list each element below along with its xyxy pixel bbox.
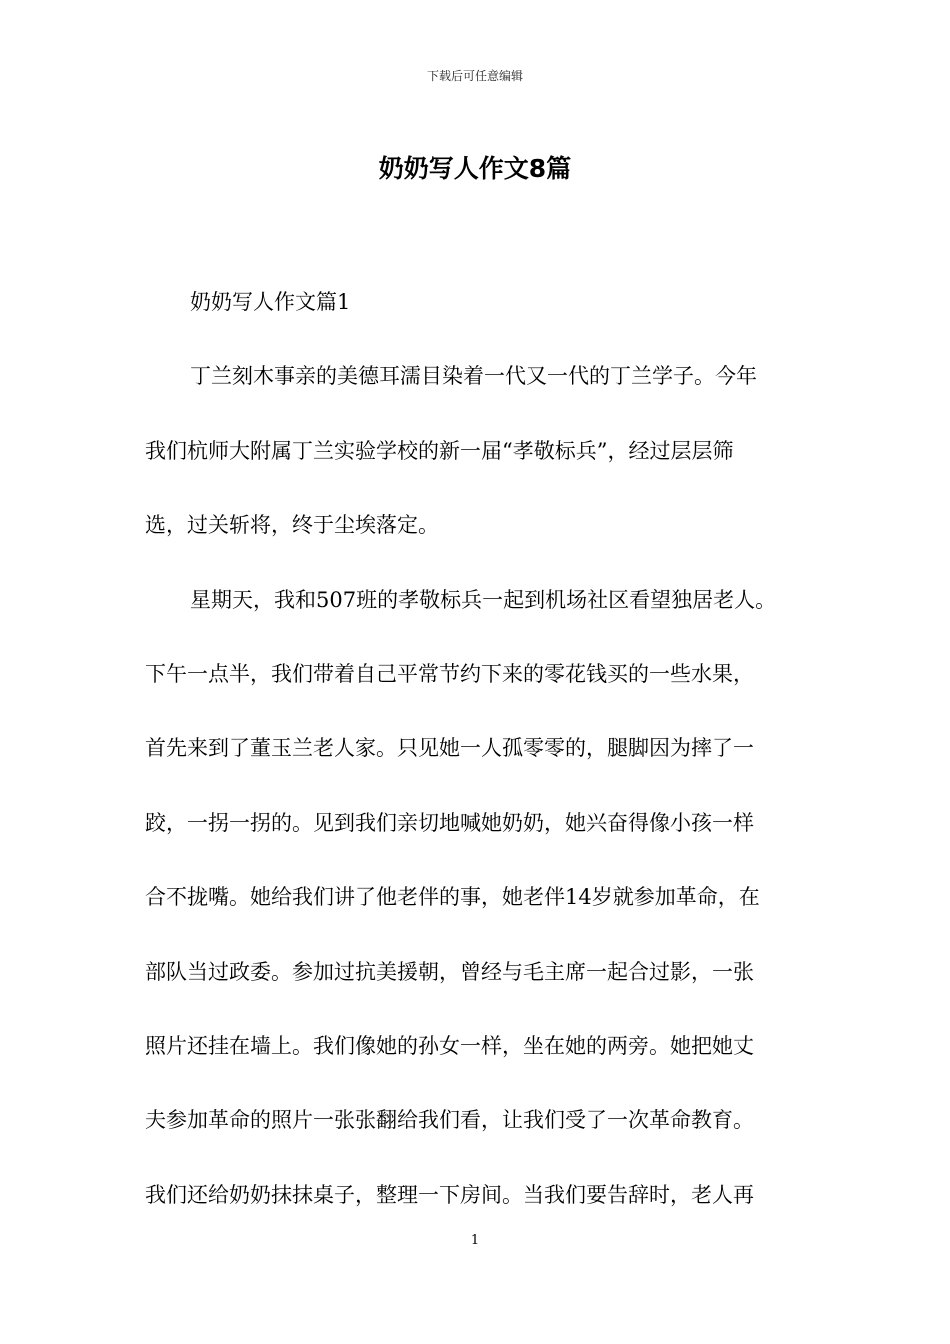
document-title: 奶奶写人作文8篇 bbox=[378, 154, 572, 183]
section-heading: 奶奶写人作文篇1 bbox=[190, 290, 351, 314]
text-line: 丁兰刻木事亲的美德耳濡目染着一代又一代的丁兰学子。今年 bbox=[190, 364, 757, 389]
text-line: 跤，一拐一拐的。见到我们亲切地喊她奶奶，她兴奋得像小孩一样 bbox=[145, 810, 754, 835]
text-line: 下午一点半，我们带着自己平常节约下来的零花钱买的一些水果， bbox=[145, 661, 754, 686]
text-line: 合不拢嘴。她给我们讲了他老伴的事，她老伴14岁就参加革命，在 bbox=[145, 885, 760, 910]
text-line: 照片还挂在墙上。我们像她的孙女一样，坐在她的两旁。她把她丈 bbox=[145, 1033, 754, 1058]
text-line: 选，过关斩将，终于尘埃落定。 bbox=[145, 513, 439, 538]
text-line: 部队当过政委。参加过抗美援朝，曾经与毛主席一起合过影，一张 bbox=[145, 959, 754, 984]
page-number: 1 bbox=[470, 1233, 480, 1248]
header-note: 下载后可任意编辑 bbox=[426, 69, 523, 83]
text-line: 我们杭师大附属丁兰实验学校的新一届“孝敬标兵”，经过层层筛 bbox=[145, 438, 734, 463]
text-line: 星期天，我和507班的孝敬标兵一起到机场社区看望独居老人。 bbox=[190, 587, 777, 612]
body-text bbox=[145, 284, 815, 1251]
text-line: 夫参加革命的照片一张张翻给我们看，让我们受了一次革命教育。 bbox=[145, 1108, 754, 1133]
text-line: 首先来到了董玉兰老人家。只见她一人孤零零的，腿脚因为摔了一 bbox=[145, 736, 754, 761]
text-line: 我们还给奶奶抹抹桌子，整理一下房间。当我们要告辞时，老人再 bbox=[145, 1182, 754, 1207]
